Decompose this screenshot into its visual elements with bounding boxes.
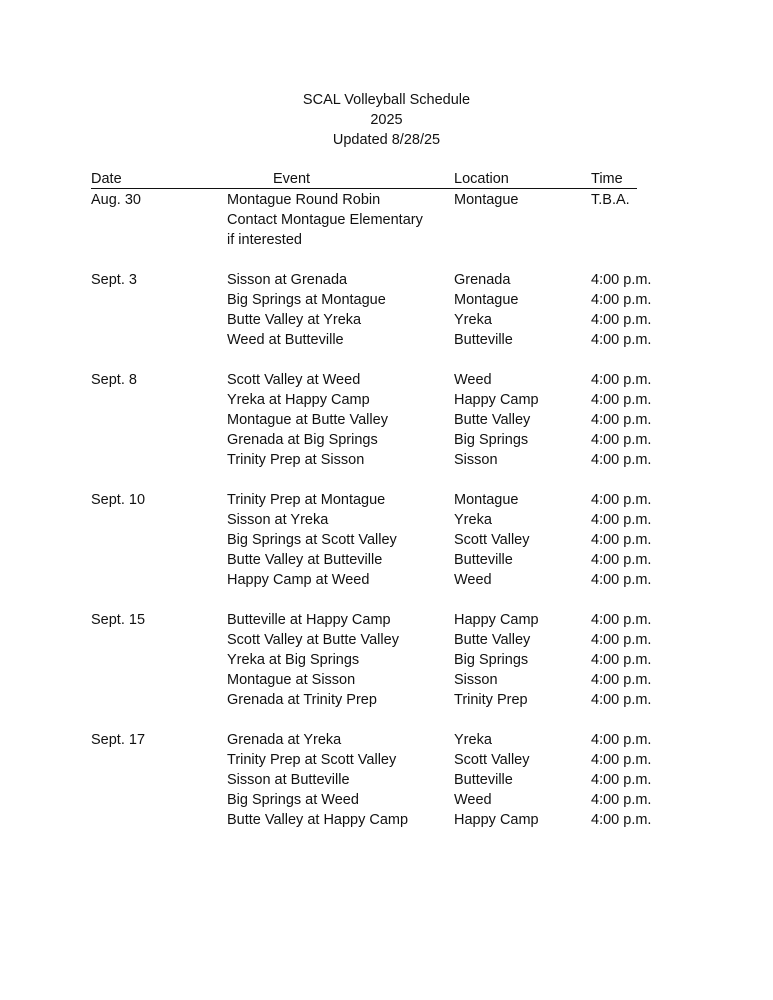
column-header-row	[91, 171, 637, 189]
row-time: 4:00 p.m.	[591, 372, 652, 388]
schedule-row	[0, 690, 773, 710]
schedule-row	[0, 190, 773, 210]
row-location: Yreka	[454, 512, 492, 528]
row-spacer	[0, 250, 773, 270]
row-location: Yreka	[454, 312, 492, 328]
schedule-row	[0, 270, 773, 290]
row-time: 4:00 p.m.	[591, 292, 652, 308]
document-title: SCAL Volleyball Schedule	[302, 92, 471, 108]
row-event: Sisson at Yreka	[227, 512, 329, 528]
row-time: T.B.A.	[591, 192, 630, 208]
row-time: 4:00 p.m.	[591, 272, 652, 288]
row-event: Butte Valley at Happy Camp	[227, 812, 409, 828]
row-location: Weed	[454, 792, 492, 808]
row-event: Butte Valley at Yreka	[227, 312, 362, 328]
schedule-row	[0, 410, 773, 430]
row-event: Montague Round Robin	[227, 192, 381, 208]
row-spacer	[0, 710, 773, 730]
row-time: 4:00 p.m.	[591, 672, 652, 688]
document-updated-date: Updated 8/28/25	[332, 132, 441, 148]
row-location: Montague	[454, 292, 519, 308]
row-time: 4:00 p.m.	[591, 752, 652, 768]
schedule-row	[0, 610, 773, 630]
schedule-row	[0, 230, 773, 250]
schedule-row	[0, 650, 773, 670]
row-event: Montague at Sisson	[227, 672, 356, 688]
row-location: Montague	[454, 492, 519, 508]
schedule-row	[0, 210, 773, 230]
row-date: Sept. 3	[91, 272, 137, 288]
schedule-row	[0, 730, 773, 750]
row-event: if interested	[227, 232, 302, 248]
row-spacer	[0, 470, 773, 490]
row-time: 4:00 p.m.	[591, 572, 652, 588]
row-event: Yreka at Happy Camp	[227, 392, 370, 408]
row-date: Sept. 8	[91, 372, 137, 388]
row-time: 4:00 p.m.	[591, 412, 652, 428]
column-header-location: Location	[454, 171, 509, 187]
row-location: Butteville	[454, 772, 513, 788]
document-year: 2025	[370, 112, 403, 128]
row-event: Grenada at Yreka	[227, 732, 342, 748]
row-location: Butte Valley	[454, 632, 531, 648]
schedule-row	[0, 510, 773, 530]
row-spacer	[0, 350, 773, 370]
schedule-row	[0, 450, 773, 470]
schedule-row	[0, 390, 773, 410]
schedule-row	[0, 630, 773, 650]
row-event: Grenada at Big Springs	[227, 432, 378, 448]
row-event: Sisson at Grenada	[227, 272, 348, 288]
row-location: Butteville	[454, 552, 513, 568]
row-time: 4:00 p.m.	[591, 552, 652, 568]
row-event: Big Springs at Montague	[227, 292, 386, 308]
schedule-row	[0, 750, 773, 770]
row-event: Butte Valley at Butteville	[227, 552, 383, 568]
row-date: Sept. 15	[91, 612, 146, 628]
schedule-row	[0, 490, 773, 510]
row-time: 4:00 p.m.	[591, 512, 652, 528]
row-location: Sisson	[454, 672, 498, 688]
row-time: 4:00 p.m.	[591, 432, 652, 448]
row-date: Sept. 17	[91, 732, 146, 748]
row-event: Scott Valley at Butte Valley	[227, 632, 399, 648]
row-location: Happy Camp	[454, 812, 539, 828]
row-time: 4:00 p.m.	[591, 452, 652, 468]
row-event: Happy Camp at Weed	[227, 572, 370, 588]
row-location: Butte Valley	[454, 412, 531, 428]
row-event: Butteville at Happy Camp	[227, 612, 391, 628]
schedule-row	[0, 430, 773, 450]
row-time: 4:00 p.m.	[591, 392, 652, 408]
row-event: Trinity Prep at Montague	[227, 492, 386, 508]
row-location: Yreka	[454, 732, 492, 748]
row-event: Yreka at Big Springs	[227, 652, 360, 668]
schedule-row	[0, 550, 773, 570]
row-time: 4:00 p.m.	[591, 532, 652, 548]
column-header-event: Event	[273, 171, 311, 187]
row-event: Contact Montague Elementary	[227, 212, 423, 228]
row-location: Happy Camp	[454, 612, 539, 628]
schedule-row	[0, 670, 773, 690]
row-time: 4:00 p.m.	[591, 612, 652, 628]
document-header	[0, 90, 773, 150]
column-header-time: Time	[591, 171, 623, 187]
row-location: Sisson	[454, 452, 498, 468]
row-time: 4:00 p.m.	[591, 492, 652, 508]
row-time: 4:00 p.m.	[591, 632, 652, 648]
row-location: Happy Camp	[454, 392, 539, 408]
row-event: Big Springs at Scott Valley	[227, 532, 397, 548]
row-location: Weed	[454, 572, 492, 588]
row-time: 4:00 p.m.	[591, 312, 652, 328]
row-location: Big Springs	[454, 652, 529, 668]
row-event: Grenada at Trinity Prep	[227, 692, 377, 708]
schedule-row	[0, 290, 773, 310]
row-time: 4:00 p.m.	[591, 692, 652, 708]
schedule-row	[0, 370, 773, 390]
row-location: Montague	[454, 192, 519, 208]
row-time: 4:00 p.m.	[591, 652, 652, 668]
row-location: Grenada	[454, 272, 511, 288]
schedule-table	[0, 190, 773, 830]
row-date: Sept. 10	[91, 492, 146, 508]
row-event: Trinity Prep at Sisson	[227, 452, 365, 468]
row-location: Big Springs	[454, 432, 529, 448]
row-date: Aug. 30	[91, 192, 141, 208]
schedule-row	[0, 570, 773, 590]
row-location: Scott Valley	[454, 532, 530, 548]
row-event: Weed at Butteville	[227, 332, 344, 348]
row-location: Butteville	[454, 332, 513, 348]
row-location: Weed	[454, 372, 492, 388]
row-time: 4:00 p.m.	[591, 792, 652, 808]
row-time: 4:00 p.m.	[591, 812, 652, 828]
row-location: Scott Valley	[454, 752, 530, 768]
schedule-row	[0, 810, 773, 830]
schedule-row	[0, 330, 773, 350]
row-event: Trinity Prep at Scott Valley	[227, 752, 397, 768]
schedule-row	[0, 530, 773, 550]
row-event: Montague at Butte Valley	[227, 412, 388, 428]
schedule-row	[0, 790, 773, 810]
schedule-row	[0, 310, 773, 330]
column-header-date: Date	[91, 171, 122, 187]
row-time: 4:00 p.m.	[591, 772, 652, 788]
row-event: Sisson at Butteville	[227, 772, 350, 788]
row-time: 4:00 p.m.	[591, 332, 652, 348]
row-time: 4:00 p.m.	[591, 732, 652, 748]
schedule-row	[0, 770, 773, 790]
row-event: Big Springs at Weed	[227, 792, 359, 808]
row-event: Scott Valley at Weed	[227, 372, 361, 388]
row-spacer	[0, 590, 773, 610]
row-location: Trinity Prep	[454, 692, 528, 708]
